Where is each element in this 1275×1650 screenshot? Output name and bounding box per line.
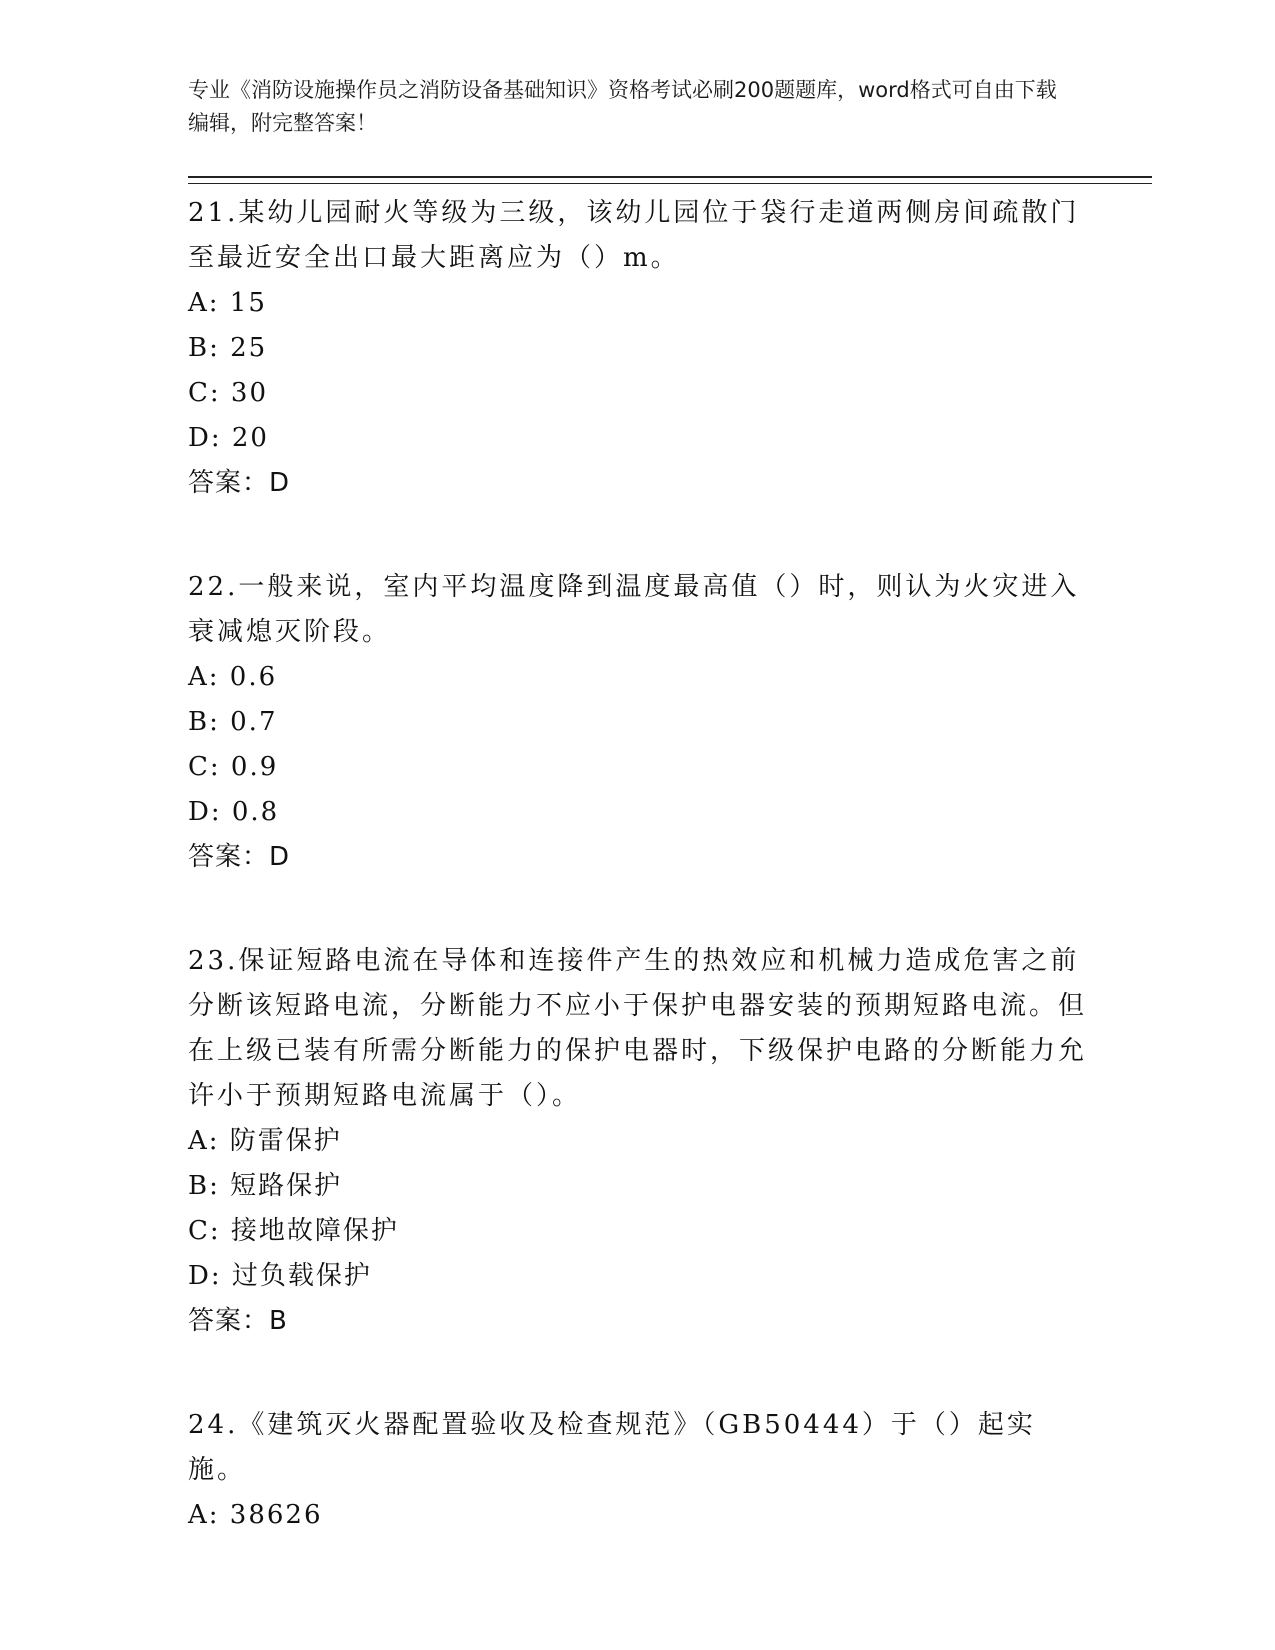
answer-line: 答案：D	[188, 842, 291, 872]
document-header: 专业《消防设施操作员之消防设备基础知识》资格考试必刷200题题库，word格式可自由下载编辑，附完整答案！	[188, 78, 1057, 135]
question-stem: 24.《建筑灭火器配置验收及检查规范》（GB50444）于（）起实施。	[188, 1410, 1036, 1485]
option-a: A: 0.6	[188, 662, 278, 692]
option-d: D: 20	[188, 423, 269, 453]
option-a: A: 38626	[188, 1500, 323, 1530]
option-b: B: 0.7	[188, 707, 278, 737]
option-a: A: 15	[188, 288, 267, 318]
option-c: C: 接地故障保护	[188, 1216, 399, 1246]
question-list	[188, 190, 1088, 1538]
question-stem: 22.一般来说，室内平均温度降到温度最高值（）时，则认为火灾进入衰减熄灭阶段。	[188, 572, 1080, 647]
question-22	[188, 564, 1088, 880]
option-b: B: 短路保护	[188, 1171, 343, 1201]
option-c: C: 30	[188, 378, 269, 408]
answer-line: 答案：D	[188, 468, 291, 498]
question-21	[188, 190, 1088, 506]
option-a: A: 防雷保护	[188, 1126, 342, 1156]
question-spacer	[188, 1344, 1088, 1402]
question-stem: 23.保证短路电流在导体和连接件产生的热效应和机械力造成危害之前分断该短路电流，分断能力不应小于保护电器安装的预期短路电流。但在上级已装有所需分断能力的保护电器时，下级保护电路的分断能力允许小于预期短路电流属于（）。	[188, 946, 1088, 1111]
option-c: C: 0.9	[188, 752, 279, 782]
header-divider-thick	[188, 176, 1152, 178]
question-spacer	[188, 880, 1088, 938]
question-stem: 21.某幼儿园耐火等级为三级，该幼儿园位于袋行走道两侧房间疏散门至最近安全出口最大距离应为（）m。	[188, 198, 1080, 273]
header-divider-thin	[188, 183, 1152, 184]
question-spacer	[188, 506, 1088, 564]
question-24	[188, 1402, 1088, 1538]
question-23	[188, 938, 1088, 1344]
option-d: D: 0.8	[188, 797, 280, 827]
option-d: D: 过负载保护	[188, 1261, 372, 1291]
option-b: B: 25	[188, 333, 268, 363]
answer-line: 答案：B	[188, 1306, 288, 1336]
